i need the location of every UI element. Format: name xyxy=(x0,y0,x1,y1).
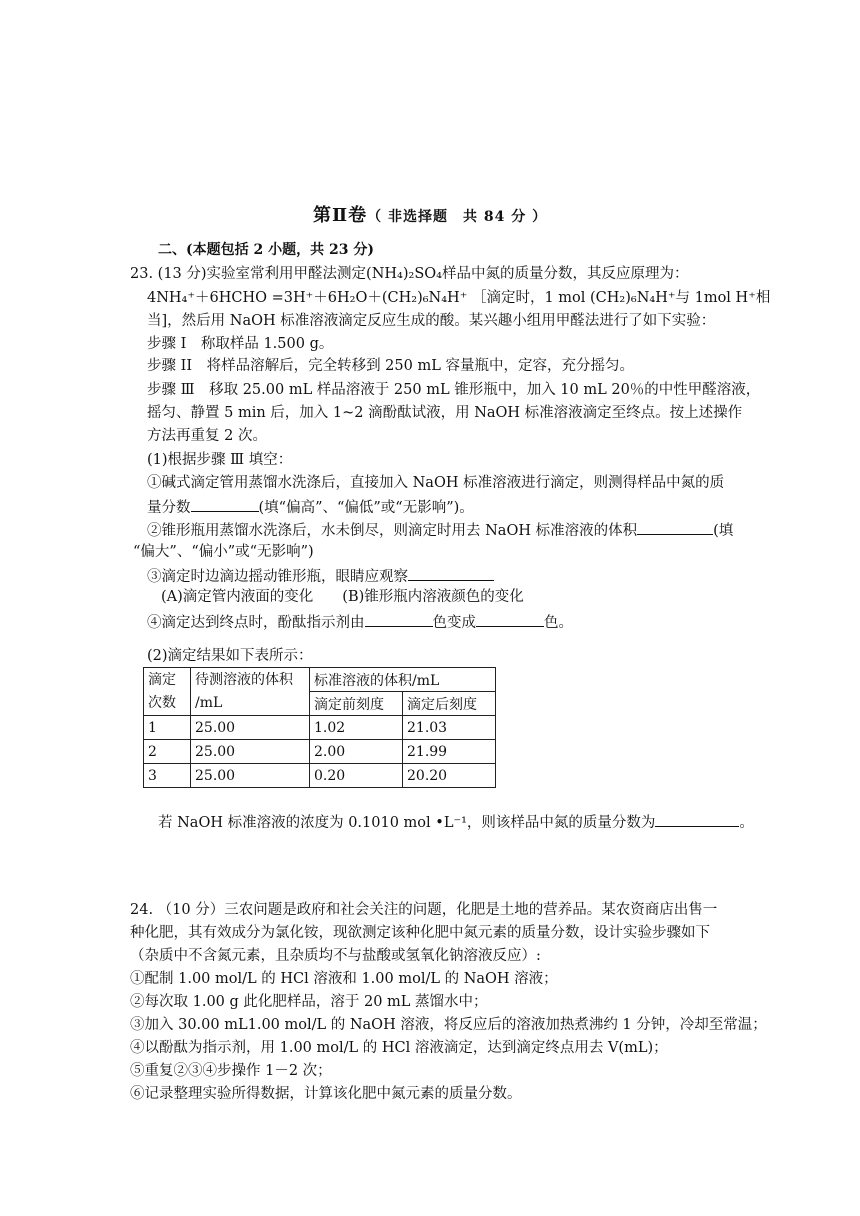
answer-blank[interactable] xyxy=(365,611,433,627)
q23-step-2: 步骤 II 将样品溶解后，完全转移到 250 mL 容量瓶中，定容，充分摇匀。 xyxy=(147,358,634,374)
q23-part-2-heading: (2)滴定结果如下表所示： xyxy=(147,648,313,664)
q23-part-1d-middle: 色变成 xyxy=(432,615,476,631)
q24-line-1: 24. （10 分）三农问题是政府和社会关注的问题，化肥是土地的营养品。某农资商店出售一 xyxy=(130,902,718,918)
q23-part-1b-line-2: “偏大”、“偏小”或“无影响”) xyxy=(133,544,314,560)
table-cell-before: 2.00 xyxy=(310,740,403,764)
table-header-standard-volume: 标准溶液的体积/mL xyxy=(310,668,496,692)
q23-part-1b-line-1 xyxy=(147,519,733,541)
q23-part-1d-text: ④滴定达到终点时，酚酞指示剂由 xyxy=(147,615,365,631)
q24-step-6: ⑥记录整理实验所得数据，计算该化肥中氮元素的质量分数。 xyxy=(130,1086,522,1102)
answer-blank[interactable] xyxy=(476,611,544,627)
q24-step-3: ③加入 30.00 mL1.00 mol/L 的 NaOH 溶液，将反应后的溶液加热煮沸约 1 分钟，冷却至常温； xyxy=(130,1017,767,1033)
table-cell-after: 21.99 xyxy=(403,740,496,764)
table-row xyxy=(144,716,496,740)
table-header-sample-volume xyxy=(191,668,310,716)
q24-step-5: ⑤重复②③④步操作 1－2 次； xyxy=(130,1063,332,1079)
q23-part-1-heading: (1)根据步骤 Ⅲ 填空： xyxy=(147,452,293,468)
table-header-count xyxy=(144,668,191,716)
q23-part-1a-line-2 xyxy=(147,496,474,518)
answer-blank[interactable] xyxy=(408,565,494,581)
table-row xyxy=(144,764,496,788)
table-cell-before: 1.02 xyxy=(310,716,403,740)
q23-line-3: 当]，然后用 NaOH 标准溶液滴定反应生成的酸。某兴趣小组用甲醛法进行了如下实验： xyxy=(147,313,716,329)
q24-line-3: （杂质中不含氮元素，且杂质均不与盐酸或氢氧化钠溶液反应）: xyxy=(130,948,541,964)
answer-blank[interactable] xyxy=(191,496,259,512)
q23-part-1c-text: ③滴定时边滴边摇动锥形瓶，眼睛应观察 xyxy=(147,569,408,585)
q23-part-1c-options: (A)滴定管内液面的变化 (B)锥形瓶内溶液颜色的变化 xyxy=(161,589,524,605)
table-cell-after: 20.20 xyxy=(403,764,496,788)
q23-reaction-equation: 4NH₄⁺＋6HCHO =3H⁺＋6H₂O＋(CH₂)₆N₄H⁺ ［滴定时，1 mol (CH₂)₆N₄H⁺与 1mol H⁺相 xyxy=(147,290,771,306)
section-title-main: 第Ⅱ卷 xyxy=(313,205,368,226)
table-cell-sample-volume: 25.00 xyxy=(191,764,310,788)
titration-results-table xyxy=(143,667,496,788)
q24-line-2: 种化肥，其有效成分为氯化铵，现欲测定该种化肥中氮元素的质量分数，设计实验步骤如下 xyxy=(130,925,710,941)
q24-step-4: ④以酚酞为指示剂，用 1.00 mol/L 的 HCl 溶液滴定，达到滴定终点用去 V(mL)； xyxy=(130,1040,668,1056)
table-cell-count: 2 xyxy=(144,740,191,764)
q23-step-3-line-3: 方法再重复 2 次。 xyxy=(147,428,267,444)
q23-step-1: 步骤 I 称取样品 1.500 g。 xyxy=(147,336,334,352)
table-row xyxy=(144,740,496,764)
table-header-sample-line-2: /mL xyxy=(195,694,223,711)
part-heading: 二、(本题包括 2 小题，共 23 分) xyxy=(158,242,374,258)
q23-part-1d xyxy=(147,611,573,633)
q23-step-3-line-2: 摇匀、静置 5 min 后，加入 1~2 滴酚酞试液，用 NaOH 标准溶液滴定至终点。按上述操作 xyxy=(147,405,743,421)
q23-final-text: 若 NaOH 标准溶液的浓度为 0.1010 mol •L⁻¹，则该样品中氮的质量分数为 xyxy=(158,815,656,831)
q23-part-1c-line-1 xyxy=(147,565,494,587)
q23-part-1b-text: ②锥形瓶用蒸馏水洗涤后，水未倒尽，则滴定时用去 NaOH 标准溶液的体积 xyxy=(147,523,638,539)
q23-final-question xyxy=(158,811,754,833)
q24-step-2: ②每次取 1.00 g 此化肥样品，溶于 20 mL 蒸馏水中； xyxy=(130,994,488,1010)
table-header-sample-line-1: 待测溶液的体积 xyxy=(195,671,293,688)
table-header-after: 滴定后刻度 xyxy=(403,692,496,716)
table-cell-after: 21.03 xyxy=(403,716,496,740)
q23-part-1a-options: (填“偏高”、“偏低”或“无影响”)。 xyxy=(258,500,474,516)
table-cell-count: 3 xyxy=(144,764,191,788)
answer-blank[interactable] xyxy=(655,811,739,827)
q23-part-1a-line-1: ①碱式滴定管用蒸馏水洗涤后，直接加入 NaOH 标准溶液进行滴定，则测得样品中氮的质 xyxy=(147,475,725,491)
table-cell-before: 0.20 xyxy=(310,764,403,788)
table-header-count-line-1: 滴定 xyxy=(148,671,176,688)
q23-step-3-line-1: 步骤 Ⅲ 移取 25.00 mL 样品溶液于 250 mL 锥形瓶中，加入 10 mL 20％的中性甲醛溶液， xyxy=(147,382,761,398)
q23-line-1: 23. (13 分)实验室常利用甲醛法测定(NH₄)₂SO₄样品中氮的质量分数，其反应原理为： xyxy=(130,266,689,282)
answer-blank[interactable] xyxy=(637,519,713,535)
section-title xyxy=(313,206,547,227)
table-cell-sample-volume: 25.00 xyxy=(191,716,310,740)
table-header-count-line-2: 次数 xyxy=(148,694,176,711)
table-header-before: 滴定前刻度 xyxy=(310,692,403,716)
table-cell-sample-volume: 25.00 xyxy=(191,740,310,764)
q23-part-1b-suffix: (填 xyxy=(713,523,734,539)
section-title-sub: （ 非选择题 共 84 分 ） xyxy=(367,209,548,225)
table-cell-count: 1 xyxy=(144,716,191,740)
q23-part-1d-end: 色。 xyxy=(544,615,573,631)
q23-final-end: 。 xyxy=(739,815,754,831)
q23-part-1a-text: 量分数 xyxy=(147,500,191,516)
q24-step-1: ①配制 1.00 mol/L 的 HCl 溶液和 1.00 mol/L 的 NaOH 溶液； xyxy=(130,971,558,987)
